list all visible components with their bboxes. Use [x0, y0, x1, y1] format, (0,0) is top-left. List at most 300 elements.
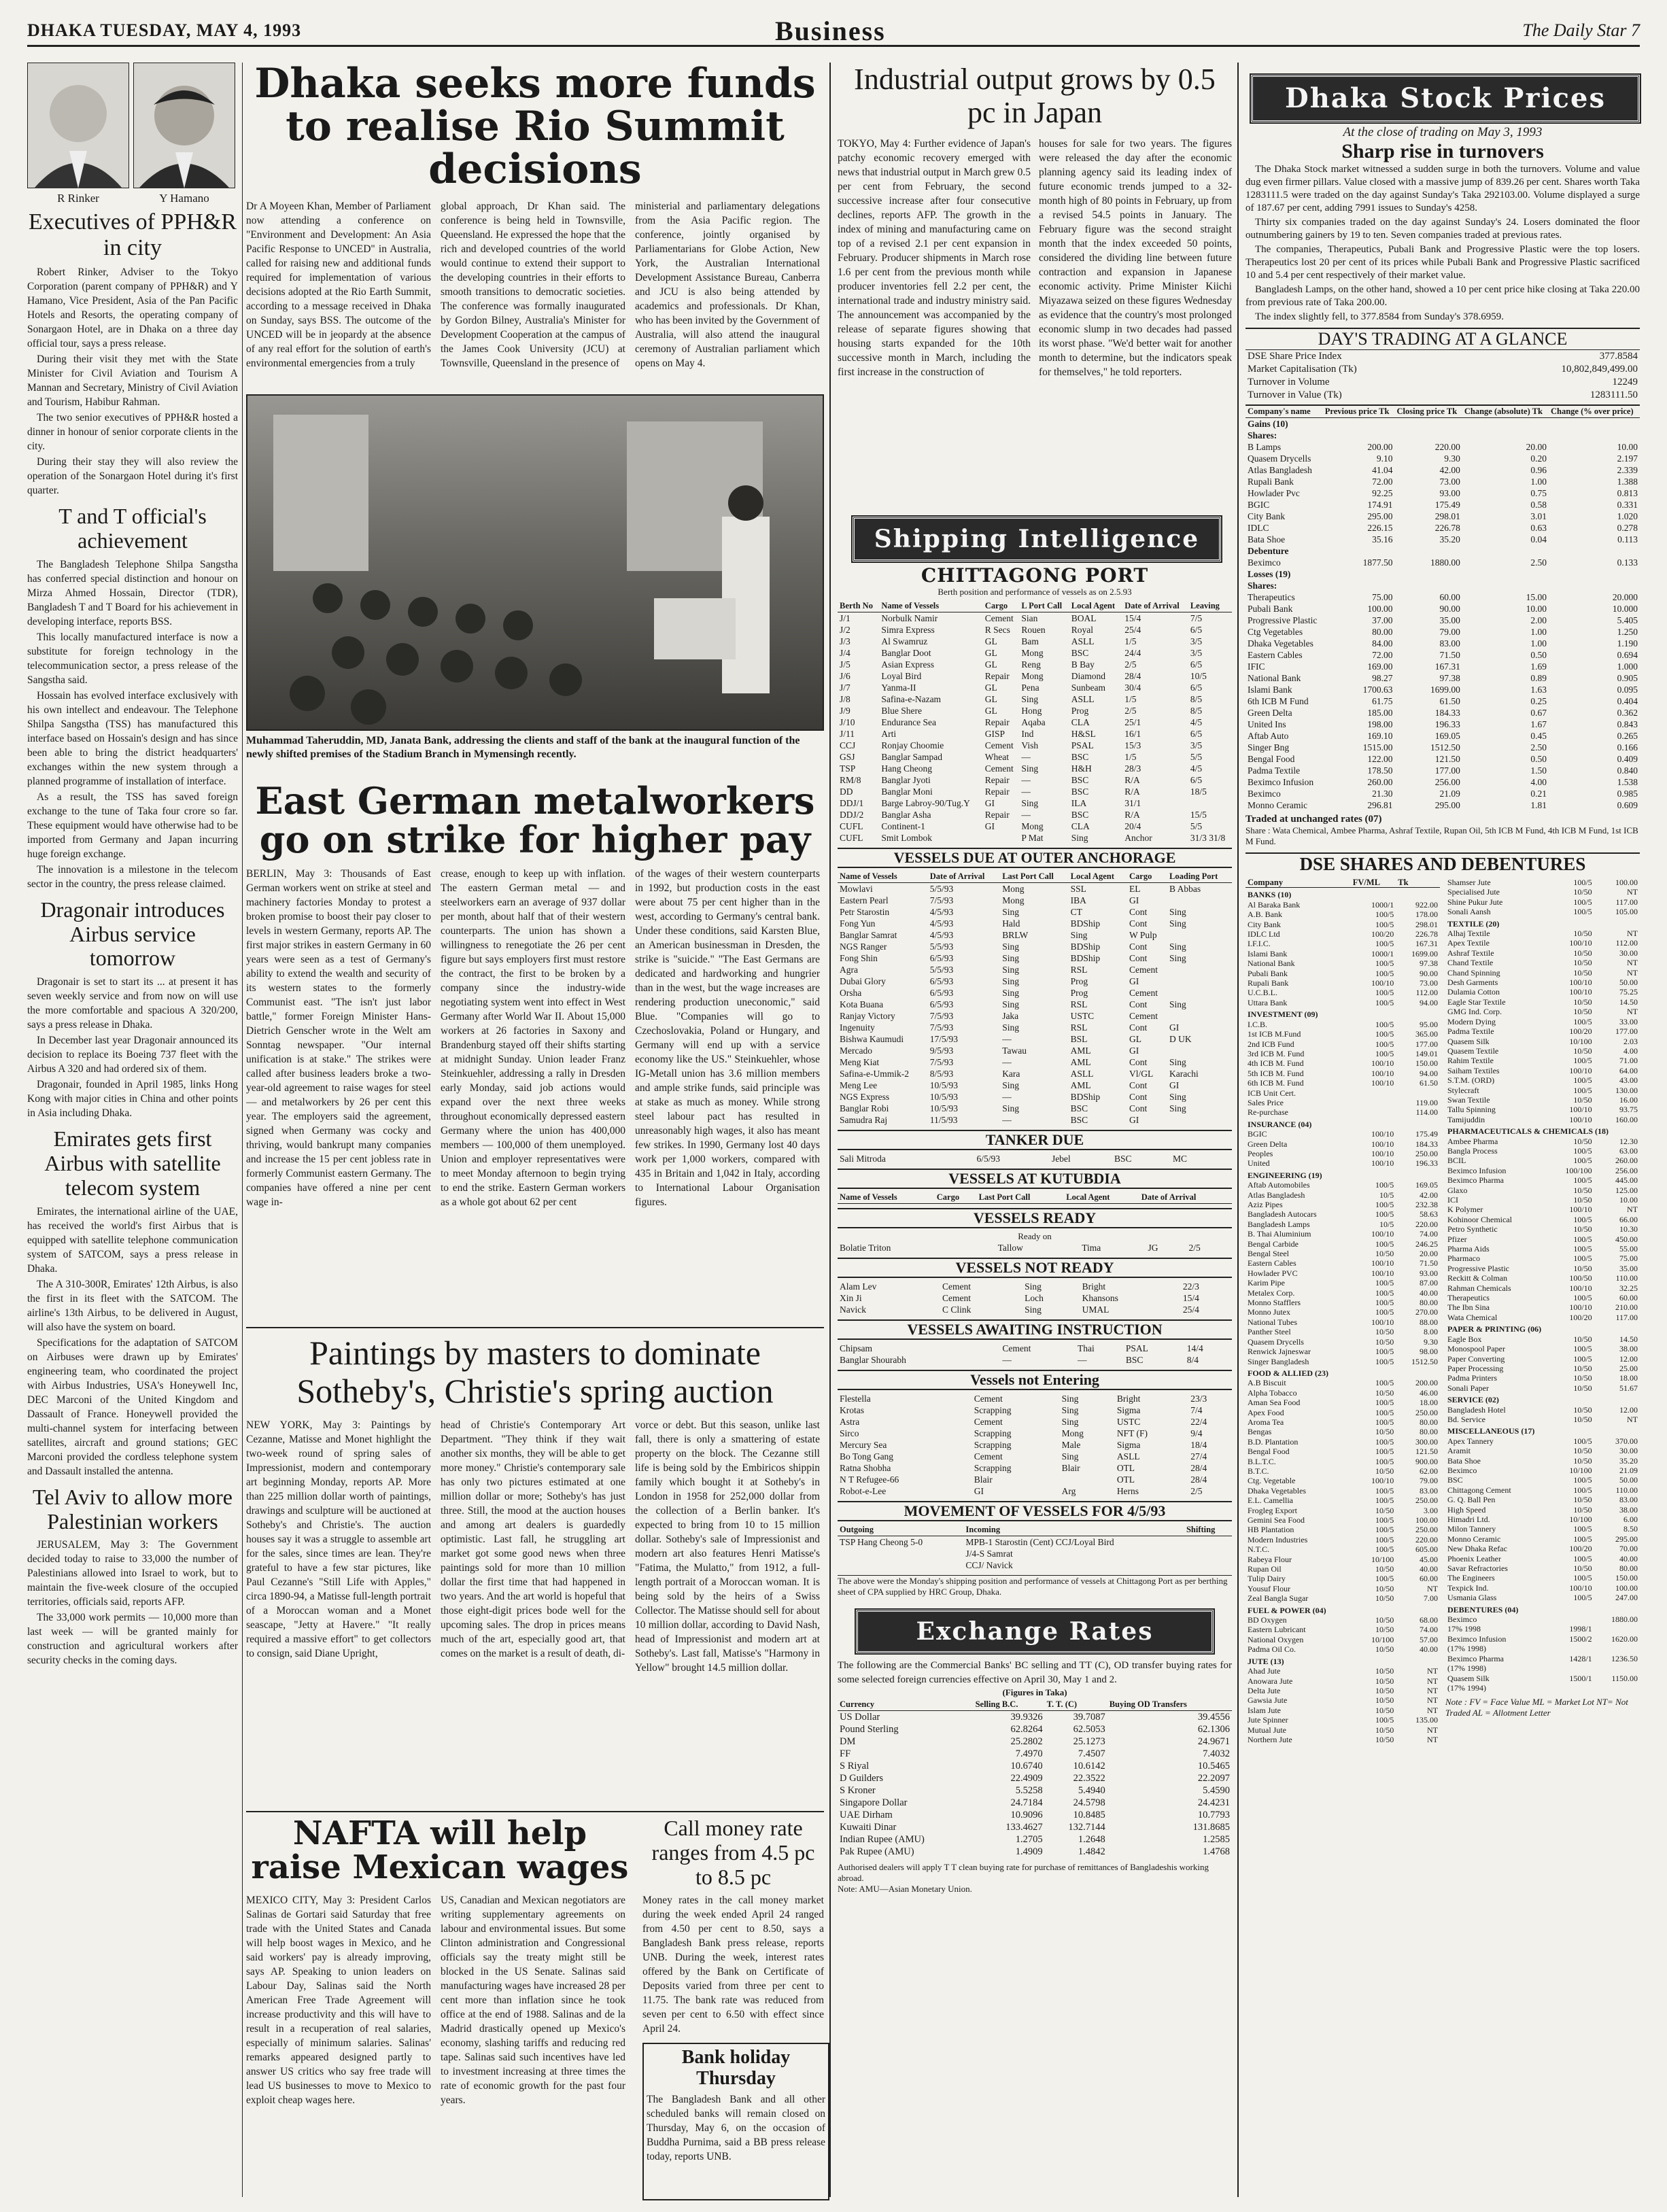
dse-row [1445, 1614, 1640, 1624]
loss-row-cell: 2.00 [1530, 615, 1547, 625]
loss-row-cell: 71.50 [1439, 650, 1460, 660]
dse-cell: 295.00 [1615, 1534, 1638, 1544]
gain-row-cell: 0.113 [1617, 534, 1638, 545]
dse-cell: 100/10 [1371, 1476, 1394, 1486]
dse-row [1445, 1234, 1640, 1244]
exchange-row-cell: 39.9326 [1010, 1712, 1043, 1723]
dse-cell: Peoples [1248, 1148, 1273, 1158]
berth-row-cell: GISP [984, 729, 1006, 739]
dse-cell: I.F.I.C. [1248, 939, 1271, 949]
dse-cell: 114.00 [1415, 1107, 1438, 1118]
outer-row [838, 895, 1232, 906]
berth-row-cell: 31/1 [1124, 798, 1141, 808]
loss-row [1245, 661, 1640, 672]
berth-row-cell: Diamond [1071, 671, 1106, 681]
dse-cell [1548, 1663, 1594, 1673]
dse-cell: HB Plantation [1248, 1525, 1294, 1535]
dse-row [1445, 1663, 1640, 1673]
berth-row-cell: 2/5 [1124, 659, 1137, 670]
movement-row [838, 1548, 1232, 1559]
dse-cell: 200.00 [1415, 1378, 1438, 1388]
dse-cell: Monno Stafflers [1248, 1298, 1301, 1308]
loss-row-cell: 295.00 [1434, 800, 1460, 810]
berth-row-cell: BSC [1071, 787, 1089, 797]
glance-label: DSE Share Price Index [1248, 351, 1342, 362]
not-entering-row-cell: Sing [1061, 1417, 1079, 1427]
tandt-article [27, 557, 238, 891]
berth-row-cell: ASLL [1071, 636, 1095, 646]
loss-row [1245, 626, 1640, 638]
dse-cell: (17% 1994) [1447, 1682, 1486, 1693]
dse-cell: Tallu Spinning [1447, 1105, 1496, 1115]
berth-row-cell: Hong [1021, 706, 1042, 716]
dse-cell: 45.00 [1420, 1554, 1438, 1564]
outer-header: Local Agent [1069, 871, 1127, 883]
pphr-headline: Executives of PPH&R in city [29, 209, 237, 261]
berth-row-cell: — [1021, 775, 1031, 785]
loss-row-cell: 21.30 [1372, 789, 1393, 799]
dse-cell: 300.00 [1415, 1436, 1438, 1447]
outer-row [838, 1068, 1232, 1079]
dse-cell: 100/5 [1375, 1200, 1394, 1209]
loss-row-cell: 0.166 [1617, 742, 1638, 753]
dse-cell: Atlas Bangladesh [1248, 1190, 1305, 1200]
dse-row [1445, 1495, 1640, 1504]
dse-cell [1548, 1614, 1594, 1624]
dse-row [1445, 997, 1640, 1007]
outer-row-cell: Meng Lee [840, 1080, 878, 1090]
dse-cell: 150.00 [1415, 1058, 1438, 1069]
dse-row [1445, 1485, 1640, 1495]
movement-row [838, 1536, 1232, 1549]
dse-cell: S.T.M. (ORD) [1447, 1075, 1495, 1086]
gain-row-cell: 0.133 [1617, 557, 1638, 568]
shipping-banner: Shipping Intelligence [853, 517, 1221, 561]
dse-row [1245, 1735, 1440, 1744]
loss-row-cell: Eastern Cables [1248, 650, 1303, 660]
dse-cell: Islam Jute [1248, 1705, 1281, 1715]
loss-row-cell: 1.250 [1617, 627, 1638, 637]
loss-row-cell: 2.50 [1530, 742, 1547, 753]
outer-row-cell: — [1002, 1115, 1012, 1125]
portrait-left [27, 63, 129, 205]
dse-row [1445, 1654, 1640, 1663]
not-ready-row-cell: UMAL [1082, 1304, 1110, 1315]
exchange-row-cell: 1.4842 [1078, 1846, 1105, 1857]
dse-row [1245, 1239, 1440, 1249]
berth-row-cell: 3/5 [1190, 740, 1203, 750]
dse-row [1245, 1229, 1440, 1239]
price-header: Change (absolute) Tk [1462, 405, 1549, 418]
not-entering-row-cell: Robot-e-Lee [840, 1486, 887, 1496]
outer-row-cell: Agra [840, 965, 858, 975]
gain-row-cell: 1.388 [1617, 477, 1638, 487]
dse-row [1445, 1415, 1640, 1424]
portraits [27, 63, 238, 205]
dse-row [1245, 1268, 1440, 1278]
loss-row-cell: 167.31 [1434, 661, 1460, 672]
dse-cell: 10/50 [1573, 958, 1592, 968]
berth-row-cell: 28/3 [1124, 763, 1141, 774]
berth-row-cell: Cement [984, 763, 1014, 774]
stock-article [1245, 163, 1640, 324]
dse-cell: Shamser Jute [1447, 878, 1491, 887]
dse-cell: 12.00 [1619, 1404, 1638, 1415]
stock-para: The companies, Therapeutics, Pubali Bank and Progressive Plastic were the top losers. Therapeutics lost 20 per cent of its prices while Pubali Bank and Progressive Plastic sacrificed 10 and 5.4 per cent respectively of their market value. [1245, 244, 1640, 281]
dse-cell: Mutual Jute [1248, 1725, 1286, 1735]
gain-row-cell: 3.01 [1530, 511, 1547, 521]
exchange-row-cell: 131.8685 [1192, 1822, 1230, 1833]
berth-row-cell: CLA [1071, 717, 1090, 727]
gain-row-cell: B Lamps [1248, 442, 1282, 452]
dse-row [1245, 1298, 1440, 1307]
berth-row-cell: 6/5 [1190, 682, 1203, 693]
berth-row-cell: 5/5 [1190, 821, 1203, 831]
dse-row [1445, 1186, 1640, 1195]
berth-row-cell: GL [984, 648, 997, 658]
dse-row [1245, 1098, 1440, 1107]
dse-cell: Beximco Infusion [1447, 1634, 1507, 1644]
outer-row-cell: 17/5/93 [929, 1034, 959, 1044]
call-money-story [642, 1816, 824, 2041]
loss-row-cell: Singer Bng [1248, 742, 1290, 753]
dse-cell: 100/5 [1375, 1239, 1394, 1249]
dse-cell: Petro Synthetic [1447, 1224, 1498, 1234]
dse-cell: 10/100 [1569, 1036, 1592, 1046]
dse-cell: BCIL [1447, 1156, 1466, 1166]
not-entering-row-cell: Sing [1061, 1405, 1079, 1415]
dse-cell: Quasem Silk [1447, 1673, 1490, 1683]
dse-row [1445, 1293, 1640, 1302]
outer-row-cell: Sing [1002, 988, 1019, 998]
dse-cell: NT [1427, 1725, 1438, 1735]
outer-row-cell: Sing [1002, 999, 1019, 1009]
dse-cell: 38.00 [1619, 1504, 1638, 1515]
dse-cell: 100/5 [1573, 1254, 1592, 1264]
loss-row-cell: Padma Textile [1248, 765, 1301, 776]
dse-cell: 100/5 [1375, 910, 1394, 920]
not-entering-row-cell: OTL [1116, 1463, 1135, 1473]
dse-row [1445, 1593, 1640, 1602]
dse-cell: 10/5 [1379, 1219, 1394, 1229]
price-header: Change (% over price) [1549, 405, 1640, 418]
kutubdia-table [838, 1192, 1232, 1204]
dse-cell: 100/10 [1371, 1058, 1394, 1069]
dse-cell: 33.00 [1619, 1016, 1638, 1026]
dse-cell: 121.50 [1415, 1447, 1438, 1457]
outer-row-cell: Cement [1129, 965, 1158, 975]
not-entering-row [838, 1404, 1232, 1416]
dse-row [1445, 1075, 1640, 1085]
outer-row-cell [1167, 964, 1232, 975]
dse-header: Company [1245, 878, 1351, 888]
dse-cell: 149.01 [1415, 1048, 1438, 1058]
berth-row [838, 797, 1232, 809]
dse-cell: 70.00 [1619, 1544, 1638, 1554]
berth-row-cell: 8/5 [1190, 694, 1203, 704]
dse-cell: 220.00 [1415, 1219, 1438, 1229]
tanker-table [838, 1153, 1232, 1164]
exchange-row-cell: 1.2648 [1078, 1834, 1105, 1845]
dse-cell: N.T.C. [1248, 1544, 1270, 1555]
gain-row-cell: 1.020 [1617, 511, 1638, 521]
loss-row-cell: Beximco Infusion [1248, 777, 1314, 787]
movement-header: Outgoing [838, 1524, 963, 1536]
japan-story [838, 63, 1232, 484]
outer-row-cell: Sing [1002, 976, 1019, 986]
berth-row-cell: Banglar Sampad [881, 752, 942, 762]
dse-cell: Savar Refractories [1447, 1563, 1508, 1574]
dse-row [1245, 988, 1440, 997]
exchange-row-cell: 5.4940 [1078, 1785, 1105, 1796]
movement-row-cell [838, 1548, 963, 1559]
berth-row-cell: 20/4 [1124, 821, 1141, 831]
dse-cell: 150.00 [1615, 1573, 1638, 1583]
gain-row-cell: 9.30 [1444, 453, 1460, 464]
dse-cell: 25.00 [1619, 1363, 1638, 1373]
not-entering-row-cell: ASLL [1116, 1451, 1140, 1462]
outer-row-cell: Sing [1169, 907, 1186, 917]
dse-cell: 10/100 [1569, 1465, 1592, 1475]
outer-row-cell: Tawau [1002, 1045, 1027, 1056]
east-german-col1: BERLIN, May 3: Thousands of East German workers went on strike at steel and machinery factories Monday to protest a broken promise to boost their pay closer to levels in western Germany, reports AP. The first major strikes in eastern Germany in 60 years were seen as a test of Germany's ability to extend the wealth and security of its western states to the formerly Communist east. "The isn't just labor battle," former Foreign Minister Hans-Dietrich Genscher wrote in the Welt am Sonntag newspaper. "Our internal unification is at stake." The strikes were called after business leaders broke a two-year-old agreement to raise wages for steel — and metalworkers by 26 per cent this year. The employers said the agreement, signed when Germany was cocky and thriving, would bankrupt many companies and increase the 15 per cent jobless rate in formerly Communist eastern Germany. The companies have offered a nine per cent wage in- [246, 868, 431, 1209]
dse-cell [1548, 1644, 1594, 1653]
dse-cell: 260.00 [1615, 1156, 1638, 1166]
dse-cell: 100/10 [1371, 1258, 1394, 1268]
berth-row-cell: — [1021, 752, 1031, 762]
east-german-col3: of the wages of their western counterparts in 1992, but production costs in the east were about 75 per cent higher than in the west, according to Germany's central bank. Under these conditions, said Karsten Blue, an American businessman in Dresden, the strike is "suicide." "The East Germans are dedicated and hardworking and hungrier than in the west, but the wage increases are rendering production uneconomic," said Blue. "Companies will go to Czechoslovakia, Poland or Hungary, and Germany will end up with a service economy like the US." Steinkuehler, whose IG-Metall union has 3.6 million members and ample strike funds, said principle was at stake as much as money. While strong steel labour pact has resulted in unreasonably high wages, it also has meant few strikes. In 1990, Germany lost 40 days work per 1,000 workers, compared with 435 in Britain and 1,042 in Italy, according to International Labour Organisation figures. [635, 868, 820, 1209]
tanker-row-cell: BSC [1114, 1154, 1132, 1164]
tandt-para: The Bangladesh Telephone Shilpa Sangstha has conferred special distinction and honour on Mirza Ahmed Hossain, Director (TDR), Bangladesh T and T Board for his achievement in developing interface, reports BSS. [27, 558, 238, 627]
dse-cell: 1000/1 [1371, 899, 1394, 910]
dse-cell: New Dhaka Refac [1447, 1544, 1507, 1554]
dse-cell: Renwick Jajneswar [1248, 1347, 1311, 1357]
dse-cell: Chand Spinning [1447, 967, 1500, 978]
loss-row-cell: 61.75 [1372, 696, 1393, 706]
outer-row-cell: B Abbas [1169, 884, 1201, 894]
dse-row [1445, 1475, 1640, 1485]
dse-cell: NT [1427, 1685, 1438, 1695]
dse-category [1245, 1007, 1440, 1019]
outer-row-cell: BDShip [1070, 953, 1101, 963]
dse-cell: 100/5 [1375, 1356, 1394, 1366]
glance-value: 12249 [1612, 377, 1638, 387]
outer-row-cell: Sing [1169, 918, 1186, 929]
dse-cell: 178.00 [1415, 910, 1438, 920]
dse-cell: 3rd ICB M. Fund [1248, 1048, 1305, 1058]
not-ready-row-cell: Xin Ji [840, 1293, 862, 1303]
dse-row [1245, 1278, 1440, 1288]
dse-cell: 10/50 [1573, 948, 1592, 958]
dse-cell: G. Q. Ball Pen [1447, 1495, 1496, 1505]
dse-cell: 51.67 [1619, 1383, 1638, 1393]
dse-cell: 100/5 [1573, 897, 1592, 907]
exchange-row-cell: 62.5053 [1073, 1724, 1105, 1735]
exchange-row [838, 1772, 1232, 1784]
loss-row-cell: 196.33 [1434, 719, 1460, 729]
dse-cell: A.B Biscuit [1248, 1378, 1286, 1388]
dse-cell: 75.00 [1619, 1254, 1638, 1264]
berth-row-cell: J/2 [840, 625, 850, 635]
outer-row-cell: BDShip [1070, 918, 1101, 929]
stock-banner: Dhaka Stock Prices [1251, 75, 1640, 122]
dse-cell: Aroma Tea [1248, 1417, 1284, 1427]
dse-cell: 71.50 [1420, 1258, 1438, 1268]
dse-row [1245, 1327, 1440, 1336]
dse-cell: 10/5 [1379, 1190, 1394, 1200]
dse-category-label: BANKS (10) [1248, 890, 1292, 900]
shares-heading-label: Shares: [1248, 430, 1277, 440]
dse-cell: Glaxo [1447, 1185, 1468, 1195]
dse-cell: 135.00 [1415, 1715, 1438, 1725]
dse-cell: Bengal Carbide [1248, 1239, 1299, 1249]
sothebys-story [246, 1334, 824, 1810]
dse-cell: 922.00 [1415, 899, 1438, 910]
gain-row-cell: Quasem Drycells [1248, 453, 1311, 464]
berth-row-cell: Banglar Asha [881, 810, 931, 820]
outer-row-cell: Jaka [1002, 1011, 1019, 1021]
pphr-para: During their visit they met with the State Minister for Civil Aviation and Tourism A Mannan and Secretary, Ministry of Civil Aviation and Tourism, Habibur Rahman. [27, 353, 238, 409]
dse-row [1245, 1555, 1440, 1564]
dse-cell: City Bank [1248, 919, 1282, 929]
dse-cell: 10/50 [1375, 1676, 1394, 1686]
dse-cell: Aziz Pipes [1248, 1200, 1283, 1209]
gain-row-cell: Howlader Pvc [1248, 488, 1300, 498]
outer-row-cell: Sing [1002, 965, 1019, 975]
berth-row-cell: Loyal Bird [881, 671, 922, 681]
dse-cell: 220.00 [1415, 1534, 1438, 1544]
berth-row [838, 832, 1232, 844]
exchange-header: Currency [838, 1698, 974, 1711]
berth-row-cell: Hang Cheong [881, 763, 932, 774]
dse-cell: 6.00 [1623, 1515, 1638, 1524]
outer-row [838, 883, 1232, 895]
dse-cell: NT [1627, 1205, 1638, 1215]
dse-cell: 93.00 [1420, 1268, 1438, 1278]
dse-row [1445, 1205, 1640, 1214]
exchange-row-cell: 7.4032 [1203, 1748, 1230, 1759]
dse-cell: 100/10 [1371, 1317, 1394, 1327]
loss-row-cell: 37.00 [1372, 615, 1393, 625]
tandt-para: As a result, the TSS has saved foreign exchange to the tune of Taka four crore so far. These equipment would have otherwise had to be imported from Germany and Japan incurring huge foreign exchange. [27, 791, 238, 860]
loss-row [1245, 788, 1640, 799]
not-ready-row-cell: Sing [1025, 1281, 1042, 1292]
stock-para: Bangladesh Lamps, on the other hand, showed a 10 per cent price hike closing at Taka 220.00 from previous rate of Taka 200.00. [1245, 284, 1640, 308]
outer-row-cell: BSC [1070, 1115, 1088, 1125]
dse-row [1245, 1307, 1440, 1317]
berth-row-cell: J/1 [840, 613, 850, 623]
dse-cell: Zeal Bangla Sugar [1248, 1593, 1309, 1604]
dse-cell: Paper Converting [1447, 1353, 1505, 1364]
berth-header: Berth No [838, 600, 879, 612]
dse-cell: 40.00 [1420, 1644, 1438, 1655]
outer-row-cell: Kara [1002, 1069, 1020, 1079]
outer-row-cell: 6/5/93 [929, 999, 954, 1009]
loss-row [1245, 730, 1640, 742]
dse-cell [1594, 1644, 1640, 1653]
dse-cell: 20.00 [1420, 1249, 1438, 1259]
berth-row-cell: 3/5 [1190, 636, 1203, 646]
shares-heading [1245, 430, 1640, 441]
berth-row-cell: Sunbeam [1071, 682, 1106, 693]
dse-category-label: SERVICE (02) [1447, 1395, 1499, 1405]
dse-row [1245, 1457, 1440, 1466]
gain-row-cell: 200.00 [1367, 442, 1393, 452]
dse-cell: 100/5 [1375, 1039, 1394, 1049]
dse-row [1445, 968, 1640, 978]
berth-row-cell: Repair [984, 671, 1010, 681]
outer-row-cell: Sing [1169, 953, 1186, 963]
dse-cell: 196.33 [1415, 1158, 1438, 1169]
dse-cell: 10/50 [1573, 1334, 1592, 1344]
dse-row [1445, 1146, 1640, 1156]
berth-row-cell: 3/5 [1190, 648, 1203, 658]
dse-row [1245, 1725, 1440, 1735]
dse-row [1445, 1066, 1640, 1075]
outer-row-cell: Sing [1002, 1022, 1019, 1033]
dse-cell: Quasem Textile [1447, 1045, 1499, 1056]
exchange-row-cell: 24.5798 [1073, 1797, 1105, 1808]
dse-cell: NT [1627, 967, 1638, 978]
dse-row [1245, 1258, 1440, 1268]
dse-cell: Himadri Ltd. [1447, 1515, 1490, 1524]
outer-row-cell: 8/5/93 [929, 1069, 954, 1079]
emirates-headline: Emirates gets first Airbus with satellite telecom system [44, 1126, 221, 1200]
dse-cell: Bangladesh Hotel [1447, 1404, 1506, 1415]
not-entering-row-cell: 28/4 [1190, 1474, 1207, 1485]
berth-row-cell: CUFL [840, 821, 863, 831]
exchange-row-cell: 5.5258 [1015, 1785, 1043, 1796]
loss-row-cell: Dhaka Vegetables [1248, 638, 1313, 649]
loss-row-cell: 100.00 [1367, 604, 1393, 614]
dse-cell: 100.00 [1415, 1515, 1438, 1525]
outer-row-cell: Prog [1070, 976, 1088, 986]
dse-cell: Specialised Jute [1447, 887, 1500, 897]
not-entering-row-cell: Mercury Sea [840, 1440, 887, 1450]
not-entering-row-cell: Scrapping [974, 1428, 1012, 1438]
gain-row-cell: 1.00 [1530, 477, 1547, 487]
dse-category [1445, 1393, 1640, 1404]
outer-row-cell [1167, 929, 1232, 941]
dse-cell: 3.00 [1424, 1505, 1438, 1515]
outer-row-cell: IBA [1070, 895, 1086, 905]
loss-row-cell: 80.00 [1372, 627, 1393, 637]
call-money-headline: Call money rate ranges from 4.5 pc to 8.5 pc [651, 1816, 815, 1889]
gain-row-cell: Atlas Bangladesh [1248, 465, 1312, 475]
dse-cell: 40.00 [1420, 1564, 1438, 1574]
dse-cell: Jute Spinner [1248, 1715, 1288, 1725]
pphr-para: Robert Rinker, Adviser to the Tokyo Corporation (parent company of PPH&R) and Y Hamano, Vice President, Asia of the Pan Pacific Hotels and Resorts, the operating company of Sonargaon Hotel, are in Dhaka on a three day official tour, says a press release. [27, 266, 238, 350]
dse-cell: 100/10 [1371, 1268, 1394, 1278]
berth-row-cell: Yanma-II [881, 682, 916, 693]
dse-cell: 100/5 [1375, 1048, 1394, 1058]
loss-row-cell: 90.00 [1439, 604, 1460, 614]
gain-row-cell: 0.20 [1530, 453, 1547, 464]
kutubdia-header: Local Agent [1064, 1192, 1139, 1204]
gain-row-cell: 9.10 [1376, 453, 1393, 464]
japan-col1: TOKYO, May 4: Further evidence of Japan's patchy economic recovery emerged with news that industrial output in March grew 0.5 per cent from February, the second successive increase after four consecutive declines, reports AFP. The growth in the index of mining and manufacturing came on top of a revised 2.1 per cent expansion in February. Producer shipments in March rose 1.6 per cent from the previous month while producer inventories fell 2.2 per cent, the international trade and industry ministry said. The announcement was accompanied by the release of separate figures showing that housing starts expanded for the 10th successive month in March, including the first increase in the construction of [838, 137, 1031, 378]
berth-row-cell: Repair [984, 717, 1010, 727]
berth-row-cell: 6/5 [1190, 659, 1203, 670]
dse-cell: 160.00 [1615, 1114, 1638, 1124]
outer-row-cell: Sing [1169, 1057, 1186, 1067]
outer-row-cell: Sing [1070, 930, 1088, 940]
dse-cell: 100/5 [1375, 1447, 1394, 1457]
dse-cell: 100/5 [1375, 1347, 1394, 1357]
dse-row [1445, 1364, 1640, 1373]
berth-row-cell: Aqaba [1021, 717, 1046, 727]
loss-row [1245, 753, 1640, 765]
